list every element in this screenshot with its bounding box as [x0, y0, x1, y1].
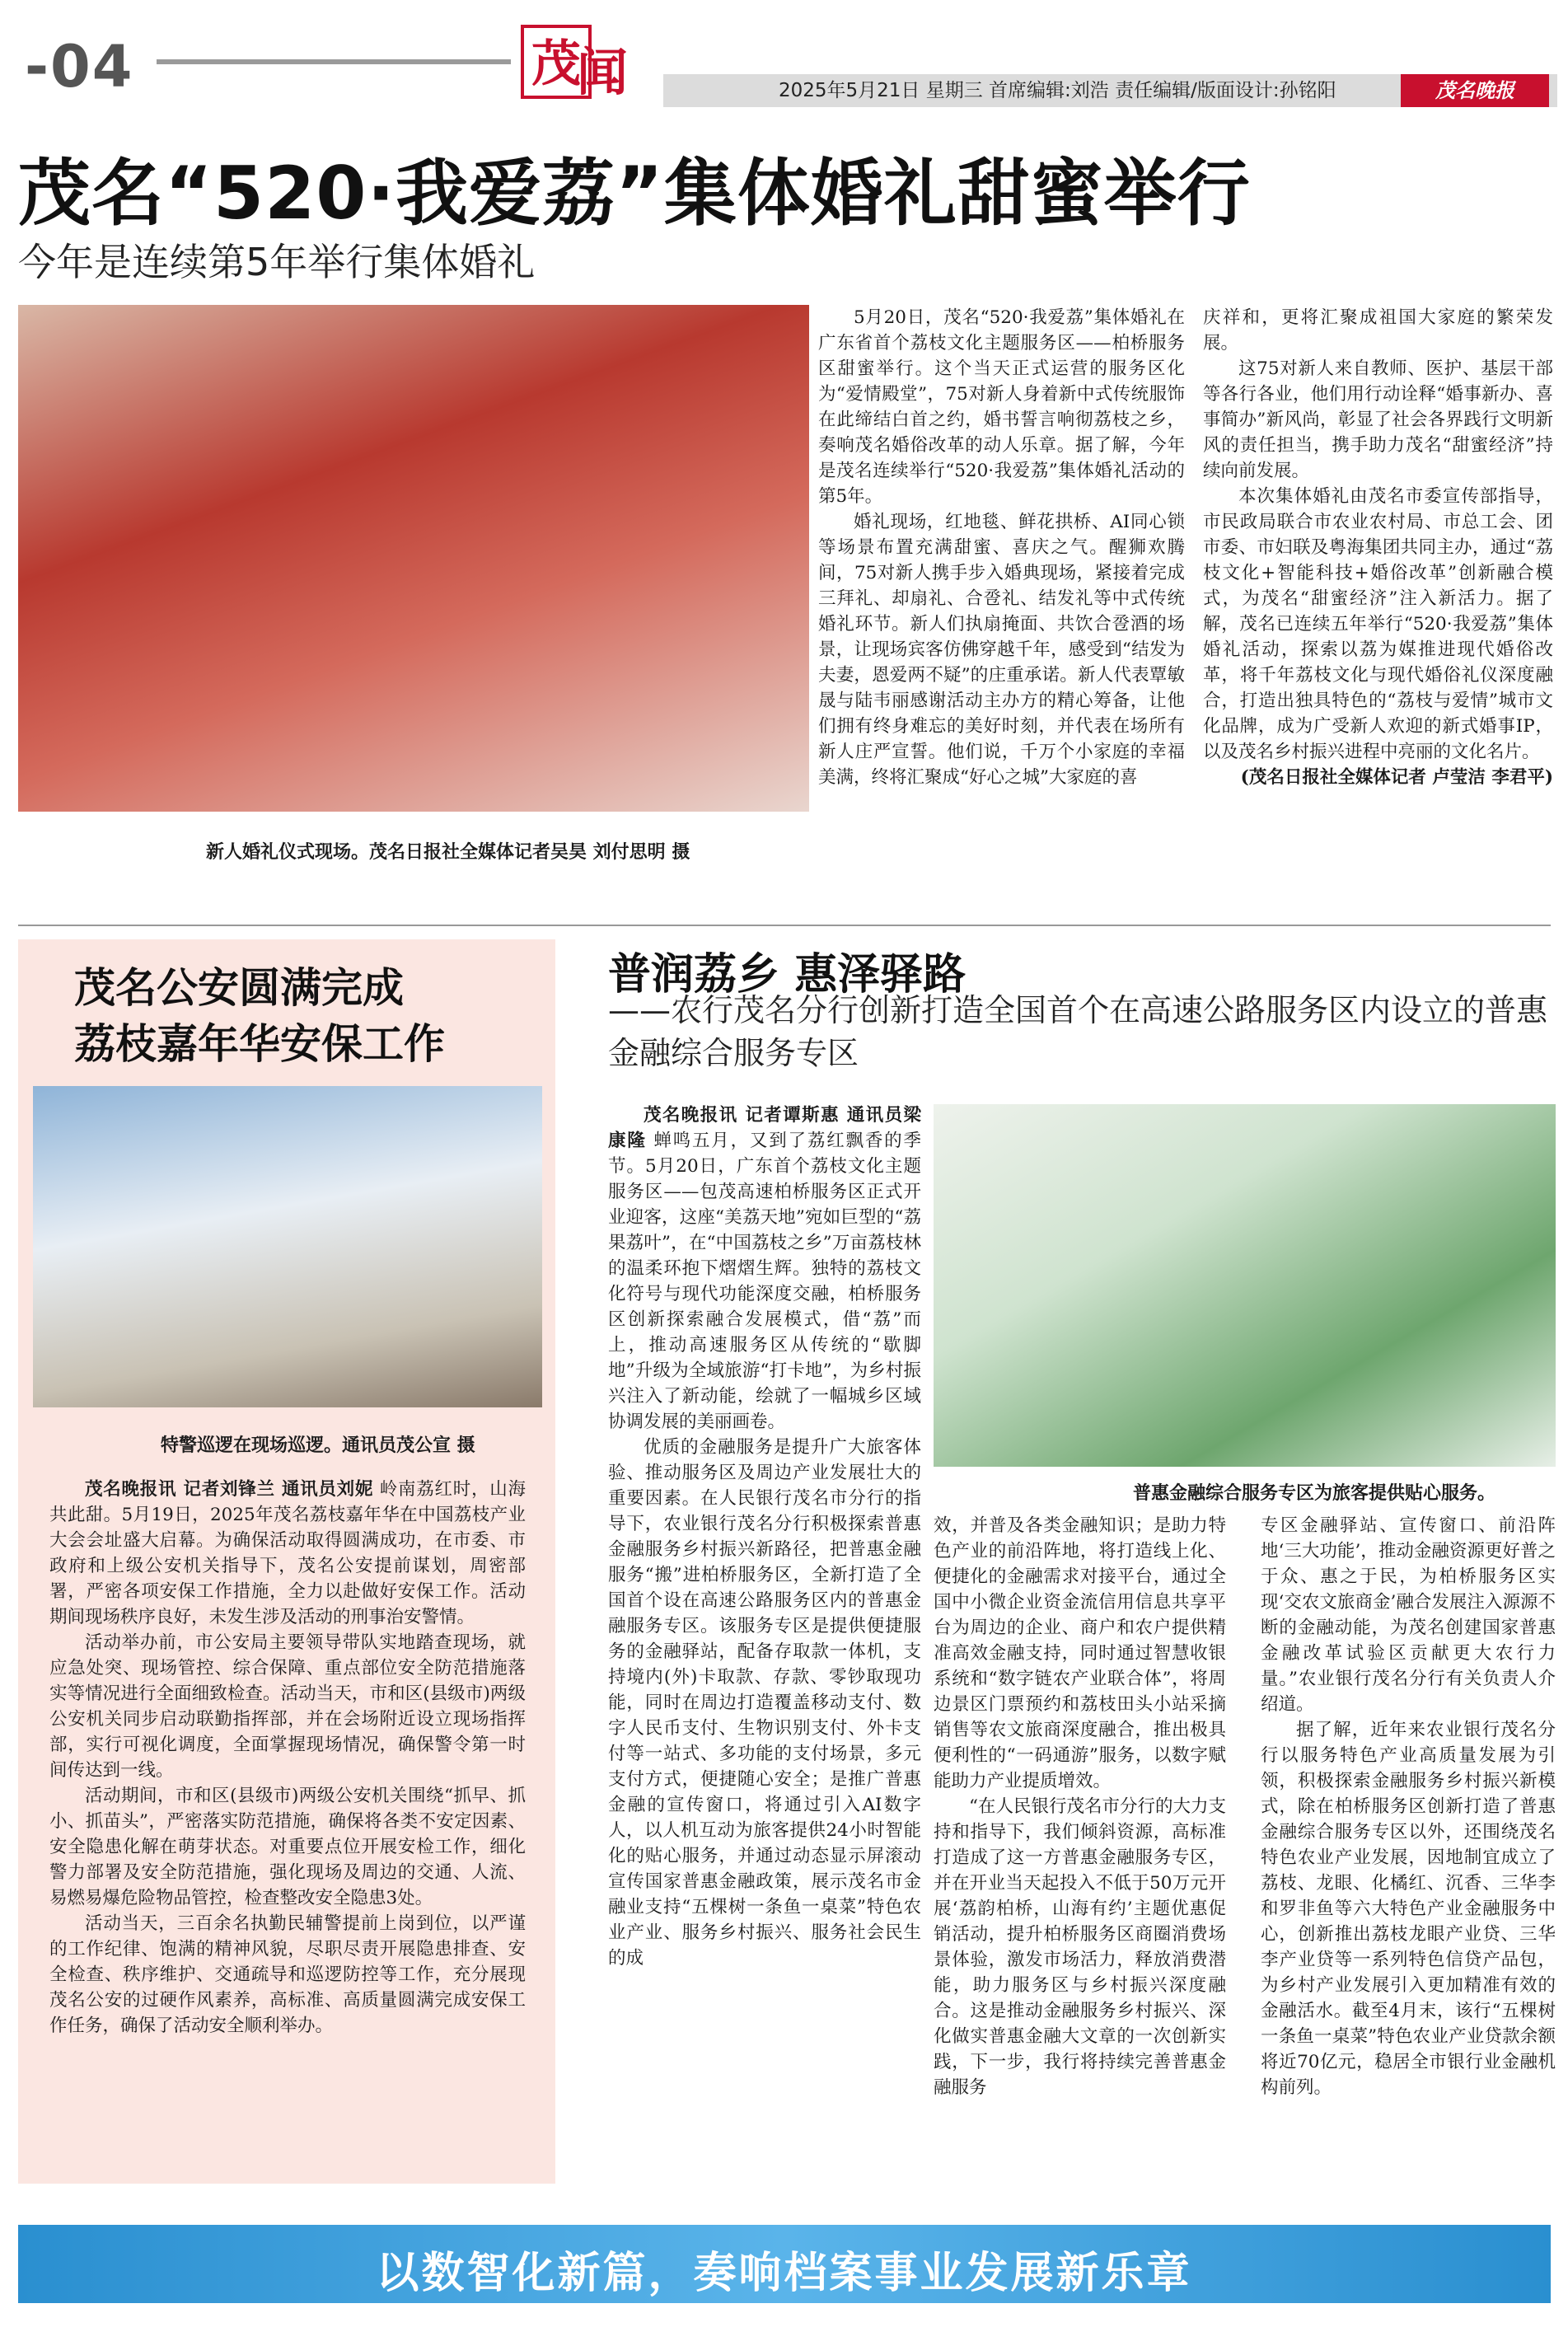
- wedding-photo-caption: 新人婚礼仪式现场。茂名日报社全媒体记者吴昊 刘付思明 摄: [206, 842, 690, 863]
- service-zone-photo: [934, 1104, 1556, 1467]
- paragraph: 据了解，近年来农业银行茂名分行以服务特色产业高质量发展为引领，积极探索金融服务乡村振兴新模式，除在柏桥服务区创新打造了普惠金融综合服务专区以外，还围绕茂名特色农业产业发展，因地制宜成立了荔枝、龙眼、化橘红、沉香、三华李和罗非鱼等六大特色产业金融服务中心，创新推出荔枝龙眼产业贷、三华李产业贷等一系列特色信贷产品包，为乡村产业发展引入更加精准有效的金融活水。截至4月末，该行“五棵树一条鱼一桌菜”特色农业产业贷款余额将近70亿元，稳居全市银行业金融机构前列。: [1261, 1720, 1556, 2098]
- paragraph: 5月20日，茂名“520·我爱荔”集体婚礼在广东省首个荔枝文化主题服务区——柏桥服务区甜蜜举行。这个当天正式运营的服务区化为“爱情殿堂”，75对新人身着新中式传统服饰在此缔结白首之约，婚书誓言响彻荔枝之乡，奏响茂名婚俗改革的动人乐章。据了解，今年是茂名连续举行“520·我爱荔”集体婚礼活动的第5年。: [818, 307, 1185, 507]
- main-subheadline: 今年是连续第5年举行集体婚礼: [18, 240, 536, 284]
- newspaper-logo: 茂名晚报: [1401, 74, 1549, 107]
- police-title-line-1: 茂名公安圆满完成: [74, 964, 404, 1012]
- bank-story-title: 普润荔乡 惠泽驿路: [608, 950, 967, 1000]
- header-rule: [157, 59, 511, 64]
- date-line: 2025年5月21日 星期三 首席编辑:刘浩 责任编辑/版面设计:孙铭阳: [779, 80, 1336, 101]
- paragraph: 效，并普及各类金融知识；是助力特色产业的前沿阵地，将打造线上化、便捷化的金融需求对接平台，通过全国中小微企业资金流信用信息共享平台为周边的企业、商户和农户提供精准高效金融支持，同时通过智慧收银系统和“数字链农产业联合体”，将周边景区门票预约和荔枝田头小站采摘销售等农文旅商深度融合，推出极具便利性的“一码通游”服务，以数字赋能助力产业提质增效。: [934, 1515, 1226, 1791]
- bank-story-subtitle: ——农行茂名分行创新打造全国首个在高速公路服务区内设立的普惠金融综合服务专区: [608, 992, 1548, 1071]
- paragraph: “在人民银行茂名市分行的大力支持和指导下，我们倾斜资源，高标准打造成了这一方普惠金融服务专区，并在开业当天起投入不低于50万元开展‘荔韵柏桥，山海有约’主题优惠促销活动，提升柏桥服务区商圈消费场景体验，激发市场活力，释放消费潜能，助力服务区与乡村振兴深度融合。这是推动金融服务乡村振兴、深化做实普惠金融大文章的一次创新实践，下一步，我行将持续完善普惠金融服务: [934, 1796, 1226, 2098]
- main-story-column-1: [818, 305, 1185, 873]
- page-number: -04: [25, 33, 134, 101]
- paragraph-text: 蝉鸣五月，又到了荔红飘香的季节。5月20日，广东首个荔枝文化主题服务区——包茂高速柏桥服务区正式开业迎客，这座“美荔天地”宛如巨型的“荔果荔叶”，在“中国荔枝之乡”万亩荔枝林的温柔环抱下熠熠生辉。独特的荔枝文化符号与现代功能深度交融，柏桥服务区创新探索融合发展模式，借“荔”而上，推动高速服务区从传统的“歇脚地”升级为全域旅游“打卡地”，为乡村振兴注入了新动能，绘就了一幅城乡区域协调发展的美丽画卷。: [608, 1131, 921, 1432]
- section-label-char: 闻: [577, 42, 629, 102]
- service-zone-photo-caption: 普惠金融综合服务专区为旅客提供贴心服务。: [1133, 1483, 1496, 1504]
- police-patrol-photo: [33, 1086, 542, 1407]
- bottom-banner-text: 以数智化新篇，奏响档案事业发展新乐章: [376, 2249, 1192, 2298]
- paragraph: 活动期间，市和区(县级市)两级公安机关围绕“抓早、抓小、抓苗头”，严密落实防范措施，确保将各类不安定因素、安全隐患化解在萌芽状态。对重要点位开展安检工作，细化警力部署及安全防范措施，强化现场及周边的交通、人流、易燃易爆危险物品管控，检查整改安全隐患3处。: [49, 1786, 526, 1908]
- police-title-line-2: 荔枝嘉年华安保工作: [74, 1020, 445, 1068]
- paragraph-text: 岭南荔红时，山海共此甜。5月19日，2025年茂名荔枝嘉年华在中国荔枝产业大会会址盛大启幕。为确保活动取得圆满成功，在市委、市政府和上级公安机关指导下，茂名公安提前谋划，周密部署，严密各项安保工作措施，全力以赴做好安保工作。活动期间现场秩序良好，未发生涉及活动的刑事治安警情。: [49, 1479, 526, 1627]
- section-divider: [18, 925, 1551, 926]
- bank-story-column-2: [934, 1513, 1226, 2182]
- byline: (茂名日报社全媒体记者 卢莹洁 李君平): [1240, 767, 1553, 788]
- police-story-title: [74, 960, 445, 1072]
- paragraph: [608, 1103, 921, 1435]
- bank-story-column-3: [1261, 1513, 1556, 2182]
- wedding-photo: [18, 305, 809, 812]
- police-story-body: [49, 1477, 526, 2169]
- paragraph: [49, 1477, 526, 1630]
- paragraph: 活动当天，三百余名执勤民辅警提前上岗到位，以严谨的工作纪律、饱满的精神风貌，尽职尽责开展隐患排查、安全检查、秩序维护、交通疏导和巡逻防控等工作，充分展现茂名公安的过硬作风素养，高标准、高质量圆满完成安保工作任务，确保了活动安全顺利举办。: [49, 1913, 526, 2036]
- police-photo-caption: 特警巡逻在现场巡逻。通讯员茂公宣 摄: [161, 1435, 475, 1456]
- section-label-box: 茂: [521, 25, 592, 99]
- bank-story-lead: 茂名晚报讯 记者谭斯惠 通讯员梁康隆: [608, 1105, 921, 1151]
- police-story-lead: 茂名晚报讯 记者刘锋兰 通讯员刘妮: [85, 1479, 374, 1500]
- paragraph: 这75对新人来自教师、医护、基层干部等各行各业，他们用行动诠释“婚事新办、喜事简办”新风尚，彰显了社会各界践行文明新风的责任担当，携手助力茂名“甜蜜经济”持续向前发展。: [1203, 358, 1553, 481]
- main-story-column-2: [1203, 305, 1553, 873]
- paragraph: 庆祥和，更将汇聚成祖国大家庭的繁荣发展。: [1203, 307, 1553, 353]
- paragraph: 专区金融驿站、宣传窗口、前沿阵地‘三大功能’，推动金融资源更好普之于众、惠之于民，为柏桥服务区实现‘交农文旅商金’融合发展注入源源不断的金融动能，为茂名创建国家普惠金融改革试验区贡献更大农行力量。”农业银行茂名分行有关负责人介绍道。: [1261, 1515, 1556, 1715]
- main-headline: 茂名“520·我爱荔”集体婚礼甜蜜举行: [18, 151, 1251, 236]
- bank-story-column-1: [608, 1103, 921, 2182]
- paragraph: 活动举办前，市公安局主要领导带队实地踏查现场，就应急处突、现场管控、综合保障、重点部位安全防范措施落实等情况进行全面细致检查。活动当天，市和区(县级市)两级公安机关同步启动联勤指挥部，并在会场附近设立现场指挥部，实行可视化调度，全面掌握现场情况，确保警令第一时间传达到一线。: [49, 1632, 526, 1781]
- paragraph: 优质的金融服务是提升广大旅客体验、推动服务区及周边产业发展壮大的重要因素。在人民银行茂名市分行的指导下，农业银行茂名分行积极探索普惠金融服务乡村振兴新路径，把普惠金融服务“搬”进柏桥服务区，全新打造了全国首个设在高速公路服务区内的普惠金融服务专区。该服务专区是提供便捷服务的金融驿站，配备存取款一体机，支持境内(外)卡取款、存款、零钞取现功能，同时在周边打造覆盖移动支付、数字人民币支付、生物识别支付、外卡支付等一站式、多功能的支付场景，多元支付方式，便捷随心安全；是推广普惠金融的宣传窗口，将通过引入AI数字人，以人机互动为旅客提供24小时智能化的贴心服务，并通过动态显示屏滚动宣传国家普惠金融政策，展示茂名市金融业支持“五棵树一条鱼一桌菜”特色农业产业、服务乡村振兴、服务社会民生的成: [608, 1437, 921, 1969]
- paragraph: 本次集体婚礼由茂名市委宣传部指导，市民政局联合市农业农村局、市总工会、团市委、市妇联及粤海集团共同主办，通过“荔枝文化+智能科技+婚俗改革”创新融合模式，为茂名“甜蜜经济”注入新活力。据了解，茂名已连续五年举行“520·我爱荔”集体婚礼活动，探索以荔为媒推进现代婚俗改革，将千年荔枝文化与现代婚俗礼仪深度融合，打造出独具特色的“荔枝与爱情”城市文化品牌，成为广受新人欢迎的新式婚事IP，以及茂名乡村振兴进程中亮丽的文化名片。: [1203, 486, 1553, 762]
- paragraph: 婚礼现场，红地毯、鲜花拱桥、AI同心锁等场景布置充满甜蜜、喜庆之气。醒狮欢腾间，75对新人携手步入婚典现场，紧接着完成三拜礼、却扇礼、合卺礼、结发礼等中式传统婚礼环节。新人们执扇掩面、共饮合卺酒的场景，让现场宾客仿佛穿越千年，感受到“结发为夫妻，恩爱两不疑”的庄重承诺。新人代表覃敏晟与陆韦丽感谢活动主办方的精心筹备，让他们拥有终身难忘的美好时刻，并代表在场所有新人庄严宣誓。他们说，千万个小家庭的幸福美满，终将汇聚成“好心之城”大家庭的喜: [818, 512, 1185, 788]
